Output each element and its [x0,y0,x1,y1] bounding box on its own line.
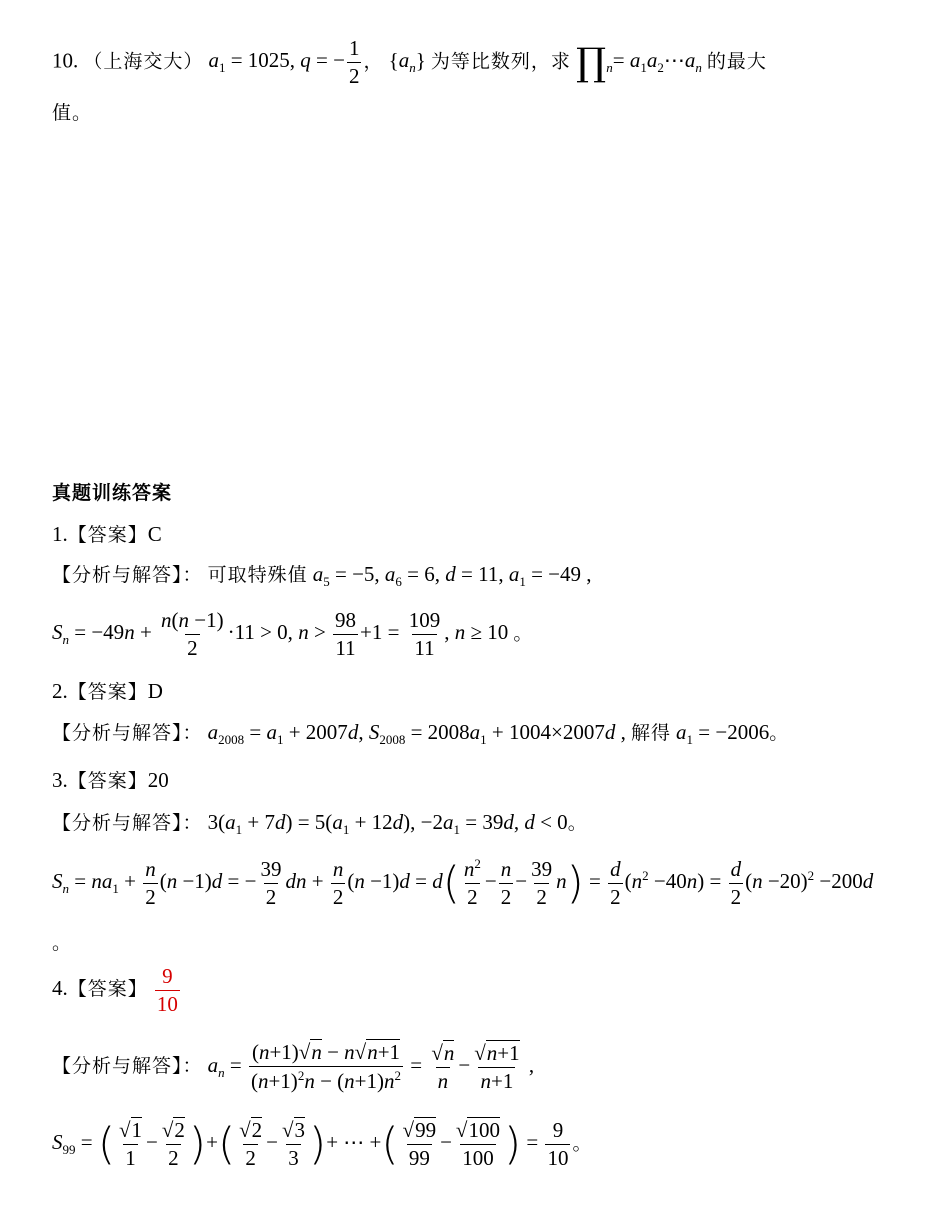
analysis-3-formula: $S_n = na_1$ + $\frac{n}{2}$ (n −1)d = − $\frac{39}{2}$ dn + $\frac{n}{2}$ (n −1)d = d( $\frac{n^2}{2}$ − $\frac{n}{2}$ − $\frac{39}{2}$ n) = $\frac{d}{2}$ $(n^2 -40n)$ = $\frac{d}{2}$ $(n -20)^2 -200d$ [52,856,874,909]
problem-10-tail: 值。 [52,102,93,124]
analysis-4-sum: $S_{99}$ = ( $\frac{√1}{1}$ − $\frac{√2}{2}$ )+( $\frac{√2}{2}$ − $\frac{√3}{3}$ )+ ⋯ +( $\frac{√99}{99}$ − $\frac{√100}{100}$ ) = $\frac{9}{10}$ 。 [52,1118,593,1170]
problem-text-max: 的最大 [706,50,767,73]
problem-source: （上海交大） [83,50,204,73]
problem-formula-product: $\prod_n=$ $a_1a_2\cdots a_n$ [575,40,702,85]
analysis-3-end: 。 [52,932,73,954]
analysis-1-formula: $S_n = -49n$ + $\frac{n(n -1)}{2}$ ·11 > 0, n > $\frac{98}{11}$ +1 = $\frac{109}{11}$ , n ≥ 10 。 [52,608,534,660]
answer-3: 3.【答案】20 [52,768,169,792]
analysis-3: 【分析与解答】： $3(a_1 + 7d) = 5(a_1 + 12d)$, $-2a_1 = 39d$, d < 0。 [52,810,588,838]
analysis-1: 【分析与解答】： 可取特殊值 $a_5 = -5$, $a_6 = 6$, d = 11, $a_1 = -49$ , [52,562,592,590]
answer-4: 4.【答案】 $\frac{9}{10}$ [52,964,178,1016]
problem-10-line: 10. （上海交大） $a_1 = 1025$, q = − $\frac{1}{2}$ ， $\{a_n\}$ 为等比数列，求 $\prod_n=$ $a_1a_2\cdots a_n$ 的最大 [52,36,767,88]
answers-heading: 真题训练答案 [52,482,173,504]
problem-text-geometric: 为等比数列，求 [430,50,571,73]
problem-number: 10. [52,48,79,73]
answer-1: 1.【答案】C [52,522,162,546]
answer-2: 2.【答案】D [52,679,163,703]
answer-4-fraction: $\frac{9}{10}$ [156,964,178,1016]
analysis-2: 【分析与解答】： $a_{2008} = a_1 + 2007d$, $S_{2008} = 2008a_1 + 1004\times 2007d$ , 解得 $a_1 = -2006$。 [52,720,790,748]
analysis-4: 【分析与解答】： $a_n$ = $\frac{(n+1)√n - n√n+1}{(n+1)^2n - (n+1)n^2}$ = $\frac{√n}{n}$ − $\frac{√n+1}{n+1}$ , [52,1040,535,1093]
problem-formula-seq: $\{a_n\}$ [388,48,426,76]
problem-formula-a1: $a_1 = 1025$, q = − $\frac{1}{2}$ [208,36,360,88]
